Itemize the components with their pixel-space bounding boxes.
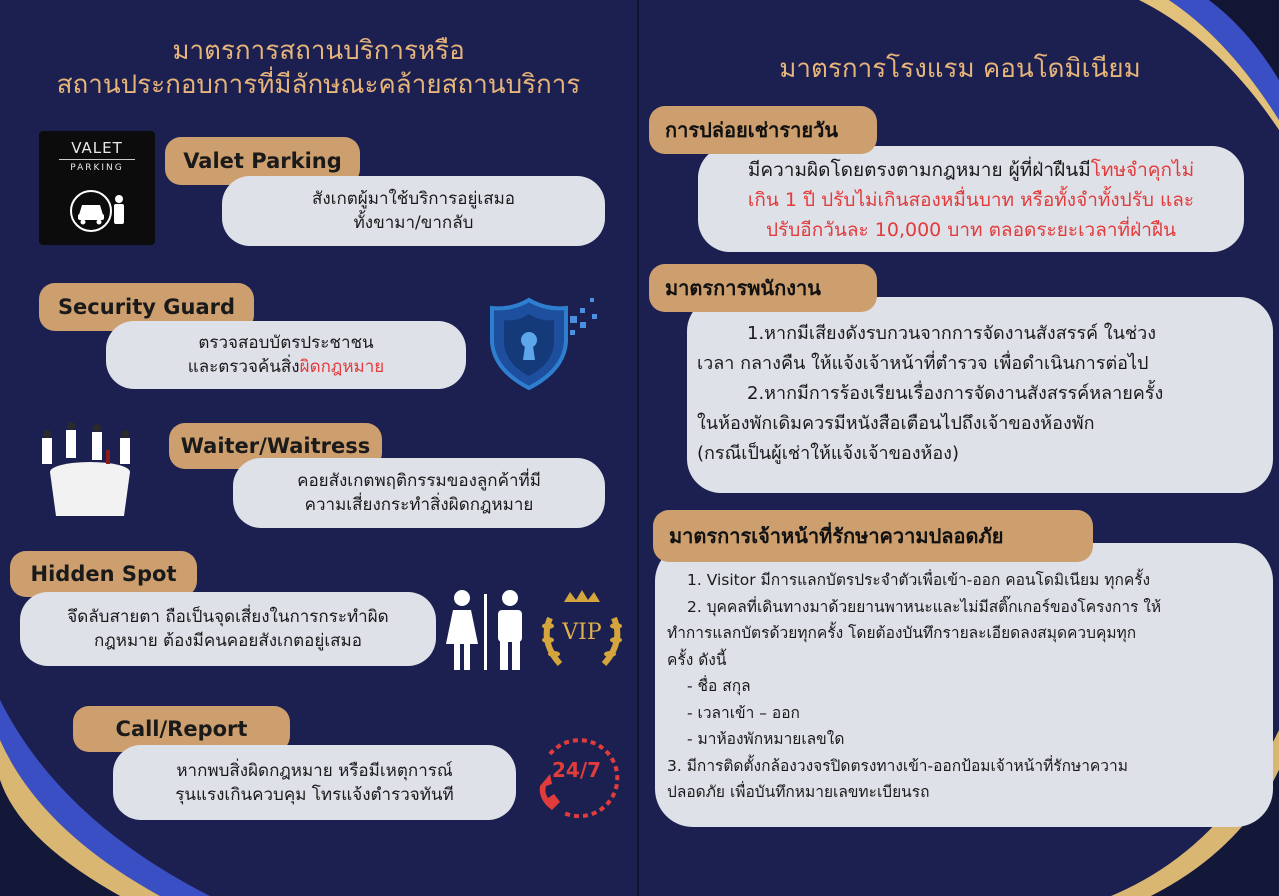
call-text-line1: หากพบสิ่งผิดกฎหมาย หรือมีเหตุการณ์ (176, 760, 453, 781)
right-panel (641, 0, 1279, 896)
valet-text-line1: สังเกตผู้มาใช้บริการอยู่เสมอ (311, 189, 516, 209)
right-title: มาตรการโรงแรม คอนโดมิเนียม (779, 54, 1141, 84)
call-report-box (113, 745, 516, 820)
security-line9: ปลอดภัย เพื่อบันทึกหมายเลขทะเบียนรถ (667, 783, 930, 801)
security-line8: 3. มีการติดตั้งกล้องวงจรปิดตรงทางเข้า-ออกป้อมเจ้าหน้าที่รักษาความ (667, 756, 1128, 775)
daily-line3: ปรับอีกวันละ 10,000 บาท ตลอดระยะเวลาที่ฝ่าฝืน (765, 219, 1176, 241)
staff-line5: (กรณีเป็นผู้เช่าให้แจ้งเจ้าของห้อง) (697, 443, 959, 464)
staff-measures-label: มาตรการพนักงาน (649, 264, 877, 312)
security-line5: - ชื่อ สกุล (687, 677, 751, 695)
restroom-icon (442, 588, 530, 672)
valet-parking-box (222, 176, 605, 246)
valet-logo-text: VALET (71, 139, 123, 157)
security-text-line2: และตรวจค้นสิ่งผิดกฎหมาย (187, 357, 385, 377)
hidden-spot-box (20, 592, 436, 666)
hotline-24-7-icon (532, 728, 624, 820)
security-text-line1: ตรวจสอบบัตรประชาชน (198, 333, 374, 353)
valet-parking-logo (39, 131, 155, 245)
hidden-text-line1: จึดลับสายตา ถือเป็นจุดเสี่ยงในการกระทำผิด (67, 607, 389, 627)
security-line6: - เวลาเข้า – ออก (687, 703, 800, 722)
daily-line1: มีความผิดโดยตรงตามกฎหมาย ผู้ที่ฝ่าฝืนมีโทษจำคุกไม่ (747, 159, 1195, 181)
valet-text-line2: ทั้งขามา/ขากลับ (353, 213, 474, 233)
security-measures-box (655, 543, 1273, 827)
call-report-label: Call/Report (73, 706, 290, 752)
daily-rental-label: การปล่อยเช่ารายวัน (649, 106, 877, 154)
left-title-line2: สถานประกอบการที่มีลักษณะคล้ายสถานบริการ (56, 70, 581, 100)
left-title-line1: มาตรการสถานบริการหรือ (172, 36, 465, 66)
staff-line4: ในห้องพักเดิมควรมีหนังสือเตือนไปถึงเจ้าของห้องพัก (697, 413, 1095, 434)
waiters-table-icon (36, 420, 142, 520)
security-line2: 2. บุคคลที่เดินทางมาด้วยยานพาหนะและไม่มีสติ๊กเกอร์ของโครงการ ให้ (687, 597, 1162, 616)
security-line3: ทำการแลกบัตรด้วยทุกครั้ง โดยต้องบันทึกรายละเอียดลงสมุดควบคุมทุก (667, 624, 1137, 642)
security-line1: 1. Visitor มีการแลกบัตรประจำตัวเพื่อเข้า-ออก คอนโดมิเนียม ทุกครั้ง (687, 571, 1151, 589)
security-line7: - มาห้องพักหมายเลขใด (687, 730, 845, 748)
left-panel (0, 0, 639, 896)
left-title (0, 34, 637, 102)
security-guard-label: Security Guard (39, 283, 254, 331)
waiter-text-line2: ความเสี่ยงกระทำสิ่งผิดกฎหมาย (304, 495, 534, 515)
daily-line2: เกิน 1 ปี ปรับไม่เกินสองหมื่นบาท หรือทั้งจำทั้งปรับ และ (747, 189, 1195, 211)
hidden-text-line2: กฎหมาย ต้องมีคนคอยสังเกตอยู่เสมอ (94, 631, 362, 651)
security-measures-label: มาตรการเจ้าหน้าที่รักษาความปลอดภัย (653, 510, 1093, 562)
staff-line2: เวลา กลางคืน ให้แจ้งเจ้าหน้าที่ตำรวจ เพื่อดำเนินการต่อไป (697, 353, 1149, 374)
call-text-line2: รุนแรงเกินควบคุม โทรแจ้งตำรวจทันที (175, 784, 454, 805)
staff-line1: 1.หากมีเสียงดังรบกวนจากการจัดงานสังสรรค์ ในช่วง (747, 323, 1156, 344)
valet-parking-label: Valet Parking (165, 137, 360, 185)
vip-badge-icon (534, 588, 630, 672)
waiter-text-line1: คอยสังเกตพฤติกรรมของลูกค้าที่มี (297, 471, 541, 491)
valet-logo-subtext: PARKING (70, 163, 124, 173)
car-attendant-icon (67, 183, 127, 235)
vip-text: VIP (562, 620, 602, 645)
staff-line3: 2.หากมีการร้องเรียนเรื่องการจัดงานสังสรรค์หลายครั้ง (747, 383, 1164, 404)
security-shield-icon (484, 292, 609, 392)
daily-rental-box (698, 146, 1244, 252)
security-line4: ครั้ง ดังนี้ (667, 650, 727, 669)
waiter-waitress-label: Waiter/Waitress (169, 423, 382, 469)
staff-measures-box (687, 297, 1273, 493)
hotline-text: 24/7 (552, 758, 602, 782)
hidden-spot-label: Hidden Spot (10, 551, 197, 597)
waiter-waitress-box (233, 458, 605, 528)
security-guard-box (106, 321, 466, 389)
